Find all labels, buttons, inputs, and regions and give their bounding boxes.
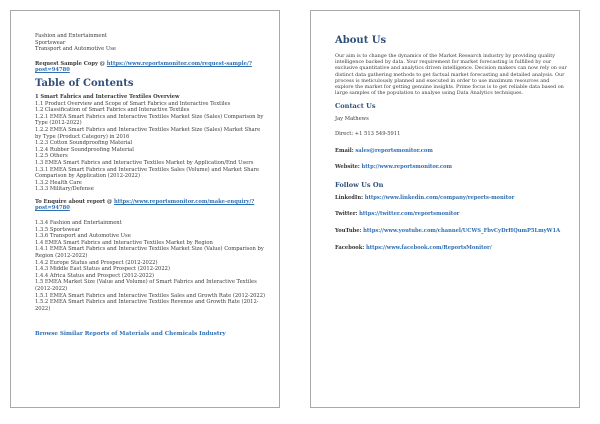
left-page <box>10 10 280 408</box>
twitter-link[interactable]: https://twitter.com/reportsmonitor <box>359 211 460 218</box>
email-label: Email: <box>335 147 354 154</box>
enquire-report <box>35 199 267 212</box>
about-text: Our aim is to change the dynamics of the Market Research industry by providing quality intelligence backed by data. Your requirement for market forecasting is fulfilled by our exclusive quantitative and analytics driven intelligence. Decision makers can now rely on our distinct data gathering methods to get factual market forecasting and detailed analysis. Our process is meticulously planned and executed in order to use maximum resources and explore the market for getting genuine insights. Prime focus is to get reliable data based on large samples of the population to analyse using Data Analytics techniques. <box>335 53 567 97</box>
twitter-row <box>335 211 567 218</box>
youtube-link[interactable]: https://www.youtube.com/channel/UCWS_FbvCyDrHQumP5LmyW1A <box>363 227 561 234</box>
toc-item: 1.5 EMEA Market Size (Value and Volume) of Smart Fabrics and Interactive Textiles (2012-2022) <box>35 279 257 292</box>
intro-line: Sportswear <box>35 39 66 46</box>
contact-website <box>335 164 567 171</box>
toc-item: 1.1 Product Overview and Scope of Smart Fabrics and Interactive Textiles <box>35 100 231 107</box>
toc-item: 1.5.2 EMEA Smart Fabrics and Interactive Textiles Revenue and Growth Rate (2012-2022) <box>35 299 259 312</box>
toc-list-1 <box>35 94 267 193</box>
toc-item: 1 Smart Fabrics and Interactive Textiles Overview <box>35 93 180 100</box>
youtube-label: YouTube: <box>335 227 362 234</box>
toc-item: 1.3.1 EMEA Smart Fabrics and Interactive Textiles Sales (Volume) and Market Share Comparison by Application (2012-2022) <box>35 166 260 180</box>
toc-item: 1.3.5 Sportswear <box>35 226 81 233</box>
request-sample-label: Request Sample Copy @ <box>35 60 105 67</box>
website-link[interactable]: http://www.reportsmonitor.com <box>361 164 452 171</box>
toc-item: 1.2.2 EMEA Smart Fabrics and Interactive Textiles Market Size (Sales) Market Share by Type (Product Category) in 2016 <box>35 126 261 140</box>
contact-email <box>335 148 567 155</box>
toc-title: Table of Contents <box>35 77 134 89</box>
toc-list-2 <box>35 220 267 312</box>
contact-title: Contact Us <box>335 102 376 111</box>
browse-similar-reports-link[interactable]: Browse Similar Reports of Materials and Chemicals Industry <box>35 331 226 338</box>
follow-title: Follow Us On <box>335 180 384 189</box>
email-link[interactable]: sales@reportsmonitor.com <box>355 147 433 154</box>
toc-item: 1.2 Classification of Smart Fabrics and Interactive Textiles <box>35 107 190 114</box>
toc-item: 1.4 EMEA Smart Fabrics and Interactive Textiles Market by Region <box>35 239 213 246</box>
facebook-link[interactable]: https://www.facebook.com/ReportsMonitor/ <box>365 244 492 251</box>
toc-item: 1.2.3 Cotton Soundproofing Material <box>35 140 133 147</box>
toc-item: 1.4.3 Middle East Status and Prospect (2012-2022) <box>35 266 170 273</box>
request-sample <box>35 61 267 74</box>
toc-item: 1.3.3 Military/Defense <box>35 186 94 193</box>
toc-item: 1.3 EMEA Smart Fabrics and Interactive Textiles Market by Application/End Users <box>35 159 254 166</box>
enquire-link[interactable]: https://www.reportsmonitor.com/make-enquiry/?post=94780 <box>35 198 255 212</box>
twitter-label: Twitter: <box>335 211 358 218</box>
toc-item: 1.2.5 Others <box>35 153 68 160</box>
intro-line: Transport and Automotive Use <box>35 46 116 53</box>
youtube-row <box>335 228 567 235</box>
toc-item: 1.3.2 Health Care <box>35 179 82 186</box>
toc-item: 1.4.1 EMEA Smart Fabrics and Interactive Textiles Market Size (Value) Comparison by Region (2012-2022) <box>35 246 264 260</box>
toc-item: 1.4.4 Africa Status and Prospect (2012-2022) <box>35 272 155 279</box>
toc-item: 1.3.6 Transport and Automotive Use <box>35 233 131 240</box>
intro-line: Fashion and Entertainment <box>35 33 107 39</box>
contact-direct: Direct: +1 513 549-5911 <box>335 131 401 138</box>
about-title: About Us <box>335 35 387 46</box>
toc-item: 1.2.4 Rubber Soundproofing Material <box>35 146 134 153</box>
facebook-label: Facebook: <box>335 244 365 251</box>
toc-item: 1.3.4 Fashion and Entertainment <box>35 220 122 227</box>
linkedin-label: LinkedIn: <box>335 194 364 201</box>
toc-item: 1.2.1 EMEA Smart Fabrics and Interactive Textiles Market Size (Sales) Comparison by Type (2012-2022) <box>35 113 264 127</box>
enquire-label: To Enquire about report @ <box>35 198 113 205</box>
facebook-row <box>335 245 567 252</box>
website-label: Website: <box>335 164 360 171</box>
left-page-content <box>35 33 267 339</box>
right-page-content <box>335 35 567 251</box>
request-sample-link[interactable]: https://www.reportsmonitor.com/request-sample/?post=94780 <box>35 60 252 74</box>
right-page <box>310 10 580 408</box>
contact-name: Jay Mathews <box>335 116 369 123</box>
linkedin-row <box>335 195 567 202</box>
linkedin-link[interactable]: https://www.linkedin.com/company/reports-monitor <box>364 194 515 201</box>
toc-item: 1.5.1 EMEA Smart Fabrics and Interactive Textiles Sales and Growth Rate (2012-2022) <box>35 292 266 299</box>
toc-item: 1.4.2 Europe Status and Prospect (2012-2022) <box>35 259 158 266</box>
